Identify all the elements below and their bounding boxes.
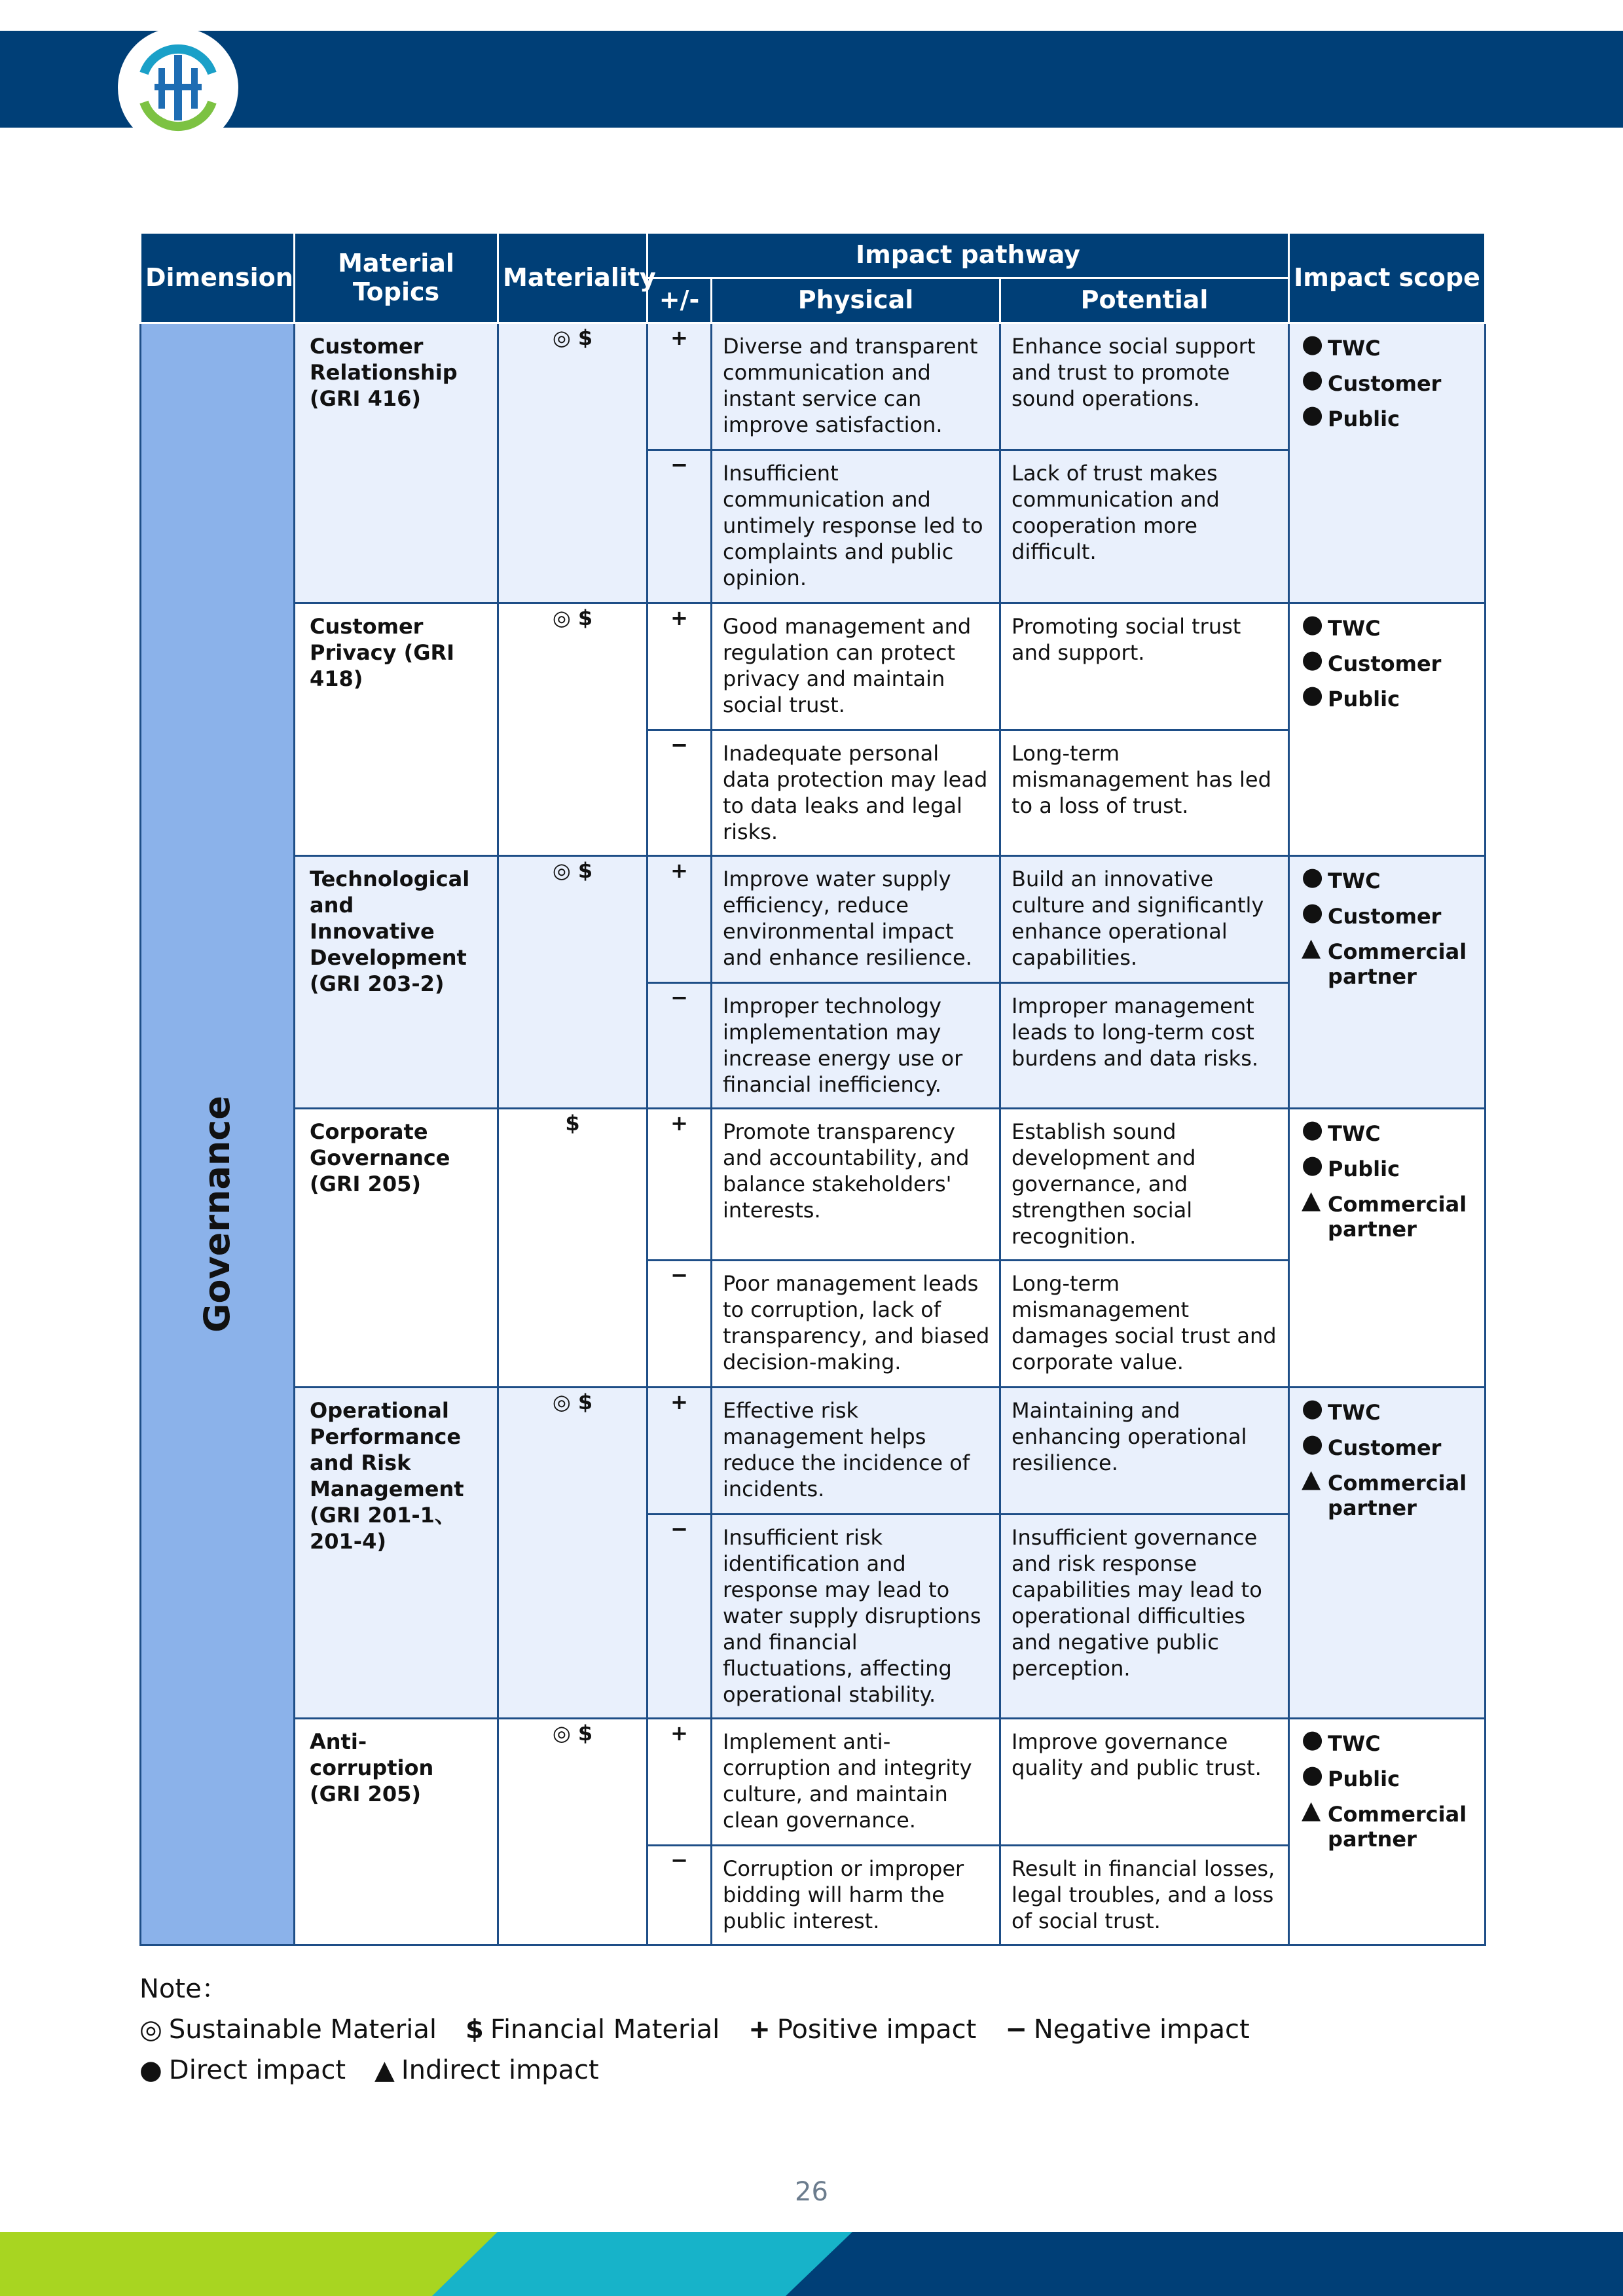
note-title: Note：	[139, 1974, 228, 2004]
scope-item: ● Public	[1302, 400, 1400, 431]
scope-item: ● Customer	[1302, 645, 1442, 676]
legend-row	[139, 2009, 1256, 2050]
minus-sign: −	[647, 1261, 712, 1388]
minus-sign: −	[647, 1515, 712, 1719]
topic-cell: Anti-corruption (GRI 205)	[295, 1719, 498, 1945]
legend-label: Financial Material	[490, 2015, 720, 2045]
potential-minus: Long-term mismanagement damages social trust and corporate value.	[1000, 1261, 1289, 1388]
scope-item: ● Customer	[1302, 1429, 1442, 1460]
potential-minus: Result in financial losses, legal troubles, and a loss of social trust.	[1000, 1846, 1289, 1945]
sustainable-icon: ◎	[139, 2015, 162, 2045]
header-dimension: Dimension	[141, 233, 295, 323]
materiality-cell: ◎ $	[498, 856, 647, 1109]
plus-icon: +	[748, 2015, 771, 2045]
physical-minus: Improper technology implementation may increase energy use or financial inefficiency.	[712, 983, 1000, 1109]
header-band	[0, 31, 1623, 128]
scope-cell	[1289, 603, 1486, 856]
potential-minus: Insufficient governance and risk response capabilities may lead to operational difficulties and negative public perception.	[1000, 1515, 1289, 1719]
scope-item: ● Customer	[1302, 365, 1442, 396]
materiality-cell: ◎ $	[498, 1719, 647, 1945]
potential-plus: Build an innovative culture and significantly enhance operational capabilities.	[1000, 856, 1289, 983]
topic-cell: Customer Privacy (GRI 418)	[295, 603, 498, 856]
physical-minus: Poor management leads to corruption, lack of transparency, and biased decision-making.	[712, 1261, 1000, 1388]
plus-sign: +	[647, 1719, 712, 1846]
potential-plus: Maintaining and enhancing operational resilience.	[1000, 1388, 1289, 1515]
circle-icon: ●	[139, 2055, 162, 2085]
materiality-cell: ◎ $	[498, 1388, 647, 1719]
scope-item: ● Customer	[1302, 897, 1442, 929]
topic-cell: Corporate Governance (GRI 205)	[295, 1109, 498, 1388]
potential-plus: Establish sound development and governance, and strengthen social recognition.	[1000, 1109, 1289, 1261]
minus-sign: −	[647, 450, 712, 603]
header-materiality: Materiality	[498, 233, 647, 323]
topic-cell: Customer Relationship (GRI 416)	[295, 323, 498, 603]
header-material-topics: Material Topics	[295, 233, 498, 323]
header-physical: Physical	[712, 278, 1000, 323]
scope-item: ● Public	[1302, 1150, 1400, 1181]
scope-item: ▲ Commercial partner	[1302, 1795, 1467, 1852]
materiality-cell: ◎ $	[498, 323, 647, 603]
scope-item: ▲ Commercial partner	[1302, 1464, 1467, 1520]
scope-item: ● Public	[1302, 680, 1400, 711]
minus-sign: −	[647, 983, 712, 1109]
scope-cell	[1289, 1109, 1486, 1388]
materiality-cell: ◎ $	[498, 603, 647, 856]
potential-plus: Promoting social trust and support.	[1000, 603, 1289, 730]
scope-cell	[1289, 1719, 1486, 1945]
footer-band	[0, 2232, 1623, 2296]
plus-sign: +	[647, 1109, 712, 1261]
potential-minus: Lack of trust makes communication and cooperation more difficult.	[1000, 450, 1289, 603]
legend-row	[139, 2050, 1256, 2090]
legend-label: Sustainable Material	[168, 2015, 437, 2045]
scope-item: ● Public	[1302, 1760, 1400, 1791]
plus-sign: +	[647, 323, 712, 450]
physical-plus: Improve water supply efficiency, reduce environmental impact and enhance resilience.	[712, 856, 1000, 983]
potential-minus: Improper management leads to long-term cost burdens and data risks.	[1000, 983, 1289, 1109]
physical-plus: Implement anti-corruption and integrity culture, and maintain clean governance.	[712, 1719, 1000, 1846]
scope-item: ▲ Commercial partner	[1302, 933, 1467, 989]
scope-item: ● TWC	[1302, 1115, 1381, 1146]
scope-item: ● TWC	[1302, 1725, 1381, 1756]
legend-label: Positive impact	[776, 2015, 977, 2045]
header-sign: +/-	[647, 278, 712, 323]
scope-cell	[1289, 856, 1486, 1109]
legend-label: Negative impact	[1033, 2015, 1250, 2045]
physical-plus: Effective risk management helps reduce the incidence of incidents.	[712, 1388, 1000, 1515]
physical-minus: Insufficient communication and untimely response led to complaints and public opinion.	[712, 450, 1000, 603]
legend-label: Direct impact	[168, 2055, 346, 2085]
potential-minus: Long-term mismanagement has led to a loss of trust.	[1000, 730, 1289, 856]
page-number: 26	[795, 2177, 828, 2207]
legend-note	[139, 1969, 1256, 2090]
topic-cell: Technological and Innovative Development (GRI 203-2)	[295, 856, 498, 1109]
materiality-cell: $	[498, 1109, 647, 1388]
impact-table	[139, 232, 1486, 1946]
plus-sign: +	[647, 856, 712, 983]
scope-item: ● TWC	[1302, 862, 1381, 893]
header-impact-pathway: Impact pathway	[647, 233, 1289, 278]
physical-minus: Corruption or improper bidding will harm the public interest.	[712, 1846, 1000, 1945]
scope-item: ● TWC	[1302, 329, 1381, 361]
physical-plus: Promote transparency and accountability, and balance stakeholders' interests.	[712, 1109, 1000, 1261]
scope-cell	[1289, 323, 1486, 603]
dimension-cell	[141, 323, 295, 1945]
triangle-icon: ▲	[374, 2055, 395, 2085]
dimension-label: Governance	[196, 1096, 238, 1333]
scope-cell	[1289, 1388, 1486, 1719]
physical-minus: Inadequate personal data protection may lead to data leaks and legal risks.	[712, 730, 1000, 856]
plus-sign: +	[647, 603, 712, 730]
company-logo-icon	[118, 27, 238, 148]
potential-plus: Improve governance quality and public trust.	[1000, 1719, 1289, 1846]
scope-item: ● TWC	[1302, 609, 1381, 641]
dollar-icon: $	[465, 2015, 484, 2045]
minus-sign: −	[647, 1846, 712, 1945]
minus-sign: −	[647, 730, 712, 856]
potential-plus: Enhance social support and trust to promote sound operations.	[1000, 323, 1289, 450]
physical-minus: Insufficient risk identification and response may lead to water supply disruptions and financial fluctuations, affecting operational stability.	[712, 1515, 1000, 1719]
scope-item: ▲ Commercial partner	[1302, 1185, 1467, 1242]
plus-sign: +	[647, 1388, 712, 1515]
minus-icon: −	[1005, 2015, 1027, 2045]
header-impact-scope: Impact scope	[1289, 233, 1486, 323]
scope-item: ● TWC	[1302, 1393, 1381, 1425]
header-potential: Potential	[1000, 278, 1289, 323]
topic-cell: Operational Performance and Risk Management (GRI 201-1、201-4)	[295, 1388, 498, 1719]
legend-label: Indirect impact	[401, 2055, 599, 2085]
physical-plus: Diverse and transparent communication and instant service can improve satisfaction.	[712, 323, 1000, 450]
physical-plus: Good management and regulation can protect privacy and maintain social trust.	[712, 603, 1000, 730]
